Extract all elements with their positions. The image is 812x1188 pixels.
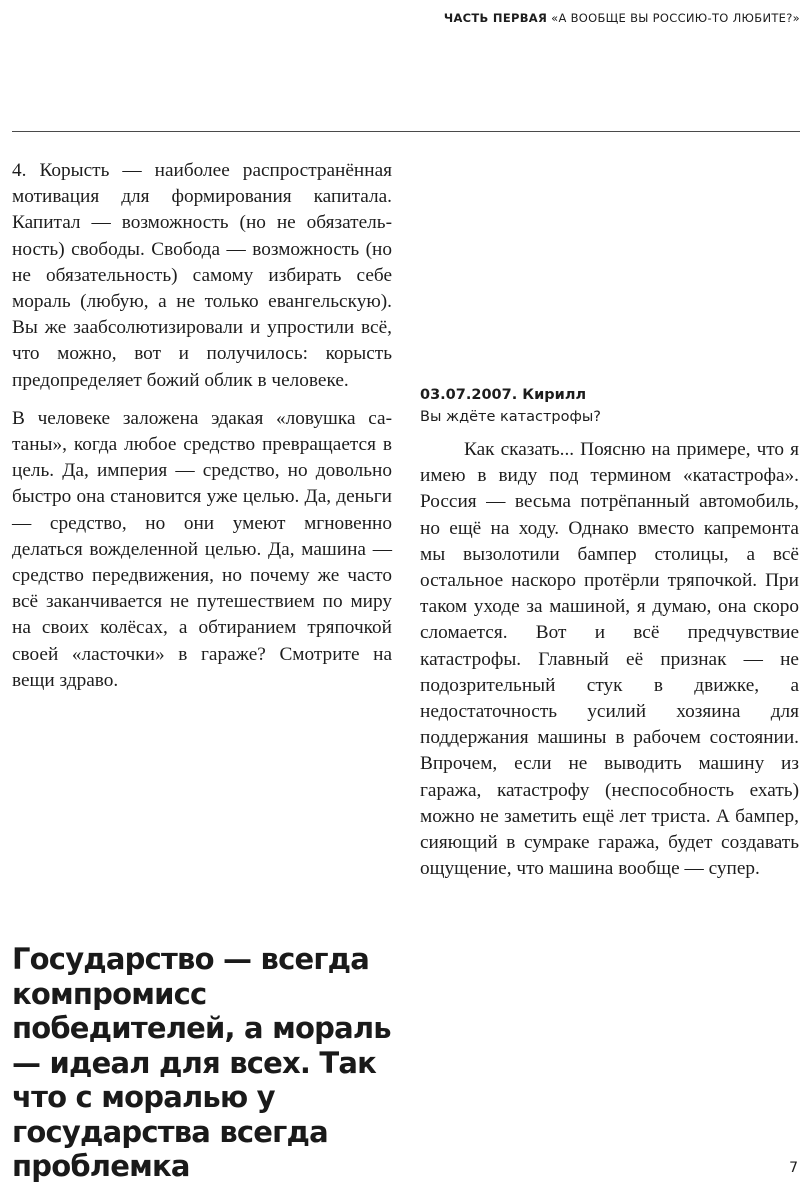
paragraph: 4. Корысть — наиболее распространённая мотивация для формирования капитала. Капитал — возможность (но не обязательность) свободы. Свобода — возможность (но не обязательность) самому избирать себе мораль (любую, а не только евангельскую). Вы же заабсолютизировали и упростили всё, что можно, вот и получилось: корысть предопределяет божий облик в человеке. xyxy=(12,160,392,391)
paragraph: В человеке заложена эдакая «ловушка сатаны», когда любое средство превращается в цель. Да, империя — средство, но довольно быстро она становится уже целью. Да, деньги — средство, но они умеют мгновенно делаться вожделенной целью. Да, машина — средство передвижения, но почему же часто всё заканчивается не путешествием по миру на своих колёсах, а обтиранием тряпочкой своей «ласточки» в гараже? Смотрите на вещи здраво. xyxy=(12,407,392,691)
header-divider xyxy=(12,131,800,132)
running-header xyxy=(444,11,800,25)
post-answer: Как сказать... Поясню на примере, что я имею в виду под термином «катастрофа». Россия — весьма потрёпанный автомобиль, но ещё на ходу. Однако вместо капремонта мы вызолотили бампер столицы, а всё остальное наскоро протёрли тряпочкой. При таком уходе за машиной, я думаю, она скоро сломается. Вот и всё предчувствие катастрофы. Главный её признак — не подозрительный стук в движке, а недостаточность усилий хозяина для поддержания машины в рабочем состоянии. Впрочем, если не выводить машину из гаража, катастрофу (неспособность ехать) можно не заметить ещё лет триста. А бампер, сияющий в сумраке гаража, будет создавать ощущение, что машина вообще — супер. xyxy=(420,439,799,880)
left-column xyxy=(12,158,392,706)
post-question: Вы ждёте катастрофы? xyxy=(420,409,602,425)
right-column xyxy=(420,384,799,882)
post-date-author: 03.07.2007. Кирилл xyxy=(420,387,587,403)
chapter-title: «А ВООБЩЕ ВЫ РОССИЮ-ТО ЛЮБИТЕ?» xyxy=(551,11,800,25)
part-label: ЧАСТЬ ПЕРВАЯ xyxy=(443,11,548,25)
page-number: 7 xyxy=(789,1160,798,1176)
pull-quote: Государство — всегда компромисс победителей, а мораль — идеал для всех. Так что с моралью у государства всегда проблемка xyxy=(12,942,391,1183)
